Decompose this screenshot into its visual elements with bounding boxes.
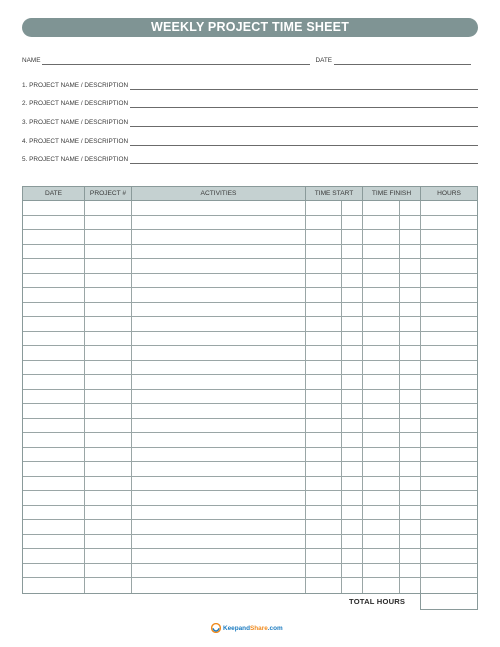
time-start-cell[interactable] <box>306 506 342 520</box>
column-header-time-start: TIME START <box>306 187 363 200</box>
time-start-cell[interactable] <box>306 491 342 505</box>
project-cell[interactable] <box>85 477 132 491</box>
project-cell[interactable] <box>85 259 132 273</box>
time-finish-minutes-cell[interactable] <box>400 564 421 578</box>
time-start-minutes-cell[interactable] <box>342 230 363 244</box>
time-start-cell[interactable] <box>306 462 342 476</box>
project-cell[interactable] <box>85 535 132 549</box>
project-cell[interactable] <box>85 404 132 418</box>
project-row <box>22 117 478 127</box>
activities-cell[interactable] <box>132 520 306 534</box>
time-finish-minutes-cell[interactable] <box>400 361 421 375</box>
activities-cell[interactable] <box>132 549 306 563</box>
activities-cell[interactable] <box>132 375 306 389</box>
project-field[interactable] <box>130 157 478 164</box>
time-start-cell[interactable] <box>306 317 342 331</box>
time-start-minutes-cell[interactable] <box>342 477 363 491</box>
time-start-cell[interactable] <box>306 230 342 244</box>
table-row <box>23 230 477 245</box>
project-label: 3. PROJECT NAME / DESCRIPTION <box>22 119 129 126</box>
time-finish-minutes-cell[interactable] <box>400 404 421 418</box>
project-cell[interactable] <box>85 245 132 259</box>
project-cell[interactable] <box>85 433 132 447</box>
time-start-minutes-cell[interactable] <box>342 462 363 476</box>
table-row <box>23 375 477 390</box>
time-finish-cell[interactable] <box>363 564 400 578</box>
time-finish-minutes-cell[interactable] <box>400 535 421 549</box>
time-finish-cell[interactable] <box>363 288 400 302</box>
date-cell[interactable] <box>23 230 85 244</box>
hours-cell[interactable] <box>421 404 477 418</box>
date-cell[interactable] <box>23 448 85 462</box>
project-row <box>22 154 478 164</box>
name-date-row <box>22 55 471 65</box>
table-row <box>23 317 477 332</box>
time-finish-minutes-cell[interactable] <box>400 317 421 331</box>
time-finish-minutes-cell[interactable] <box>400 245 421 259</box>
date-cell[interactable] <box>23 404 85 418</box>
time-start-minutes-cell[interactable] <box>342 564 363 578</box>
date-cell[interactable] <box>23 564 85 578</box>
time-finish-cell[interactable] <box>363 274 400 288</box>
project-cell[interactable] <box>85 564 132 578</box>
activities-cell[interactable] <box>132 245 306 259</box>
date-cell[interactable] <box>23 317 85 331</box>
time-start-cell[interactable] <box>306 346 342 360</box>
time-finish-cell[interactable] <box>363 361 400 375</box>
hours-cell[interactable] <box>421 419 477 433</box>
time-finish-minutes-cell[interactable] <box>400 433 421 447</box>
time-start-cell[interactable] <box>306 216 342 230</box>
hours-cell[interactable] <box>421 448 477 462</box>
table-row <box>23 361 477 376</box>
time-finish-cell[interactable] <box>363 201 400 215</box>
time-start-minutes-cell[interactable] <box>342 506 363 520</box>
date-cell[interactable] <box>23 477 85 491</box>
project-cell[interactable] <box>85 332 132 346</box>
date-cell[interactable] <box>23 433 85 447</box>
project-field[interactable] <box>130 120 478 127</box>
time-start-cell[interactable] <box>306 433 342 447</box>
project-cell[interactable] <box>85 491 132 505</box>
hours-cell[interactable] <box>421 477 477 491</box>
hours-cell[interactable] <box>421 259 477 273</box>
time-start-cell[interactable] <box>306 303 342 317</box>
time-finish-minutes-cell[interactable] <box>400 201 421 215</box>
time-start-minutes-cell[interactable] <box>342 448 363 462</box>
activities-cell[interactable] <box>132 578 306 593</box>
activities-cell[interactable] <box>132 288 306 302</box>
hours-cell[interactable] <box>421 245 477 259</box>
date-cell[interactable] <box>23 361 85 375</box>
activities-cell[interactable] <box>132 390 306 404</box>
time-finish-cell[interactable] <box>363 404 400 418</box>
time-start-cell[interactable] <box>306 274 342 288</box>
hours-cell[interactable] <box>421 520 477 534</box>
project-cell[interactable] <box>85 549 132 563</box>
hours-cell[interactable] <box>421 375 477 389</box>
table-row <box>23 216 477 231</box>
project-cell[interactable] <box>85 216 132 230</box>
project-row <box>22 136 478 146</box>
hours-cell[interactable] <box>421 216 477 230</box>
time-start-cell[interactable] <box>306 564 342 578</box>
project-field[interactable] <box>130 101 478 108</box>
table-row <box>23 390 477 405</box>
name-label: NAME <box>22 57 41 64</box>
table-row <box>23 332 477 347</box>
date-cell[interactable] <box>23 288 85 302</box>
table-row <box>23 462 477 477</box>
date-field[interactable] <box>334 58 471 65</box>
time-start-cell[interactable] <box>306 404 342 418</box>
date-cell[interactable] <box>23 491 85 505</box>
table-row <box>23 520 477 535</box>
time-finish-cell[interactable] <box>363 346 400 360</box>
time-finish-cell[interactable] <box>363 230 400 244</box>
project-cell[interactable] <box>85 578 132 593</box>
project-cell[interactable] <box>85 520 132 534</box>
project-cell[interactable] <box>85 346 132 360</box>
date-cell[interactable] <box>23 375 85 389</box>
time-finish-minutes-cell[interactable] <box>400 506 421 520</box>
project-row <box>22 80 478 90</box>
time-finish-minutes-cell[interactable] <box>400 520 421 534</box>
time-start-minutes-cell[interactable] <box>342 578 363 593</box>
table-row <box>23 491 477 506</box>
column-header-activities: ACTIVITIES <box>132 187 306 200</box>
time-start-cell[interactable] <box>306 578 342 593</box>
table-row <box>23 274 477 289</box>
time-finish-cell[interactable] <box>363 578 400 593</box>
activities-cell[interactable] <box>132 506 306 520</box>
time-finish-cell[interactable] <box>363 433 400 447</box>
hours-cell[interactable] <box>421 361 477 375</box>
project-cell[interactable] <box>85 274 132 288</box>
hours-cell[interactable] <box>421 564 477 578</box>
project-field[interactable] <box>130 83 478 90</box>
time-finish-minutes-cell[interactable] <box>400 288 421 302</box>
hours-cell[interactable] <box>421 491 477 505</box>
activities-cell[interactable] <box>132 201 306 215</box>
time-start-cell[interactable] <box>306 520 342 534</box>
table-row <box>23 448 477 463</box>
project-cell[interactable] <box>85 462 132 476</box>
date-cell[interactable] <box>23 332 85 346</box>
date-cell[interactable] <box>23 520 85 534</box>
time-finish-cell[interactable] <box>363 491 400 505</box>
date-cell[interactable] <box>23 462 85 476</box>
table-row <box>23 535 477 550</box>
time-start-cell[interactable] <box>306 477 342 491</box>
project-label: 1. PROJECT NAME / DESCRIPTION <box>22 82 129 89</box>
time-finish-cell[interactable] <box>363 448 400 462</box>
hours-cell[interactable] <box>421 549 477 563</box>
time-finish-cell[interactable] <box>363 216 400 230</box>
table-row <box>23 303 477 318</box>
time-finish-minutes-cell[interactable] <box>400 462 421 476</box>
time-start-cell[interactable] <box>306 549 342 563</box>
time-finish-minutes-cell[interactable] <box>400 477 421 491</box>
time-finish-cell[interactable] <box>363 462 400 476</box>
time-finish-minutes-cell[interactable] <box>400 578 421 593</box>
time-finish-minutes-cell[interactable] <box>400 230 421 244</box>
hours-cell[interactable] <box>421 462 477 476</box>
time-start-minutes-cell[interactable] <box>342 216 363 230</box>
time-finish-minutes-cell[interactable] <box>400 419 421 433</box>
project-cell[interactable] <box>85 361 132 375</box>
time-start-minutes-cell[interactable] <box>342 346 363 360</box>
hours-cell[interactable] <box>421 274 477 288</box>
time-start-minutes-cell[interactable] <box>342 375 363 389</box>
time-start-cell[interactable] <box>306 448 342 462</box>
activities-cell[interactable] <box>132 230 306 244</box>
table-row <box>23 259 477 274</box>
project-row <box>22 98 478 108</box>
table-row <box>23 346 477 361</box>
activities-cell[interactable] <box>132 361 306 375</box>
date-cell[interactable] <box>23 259 85 273</box>
time-start-minutes-cell[interactable] <box>342 332 363 346</box>
total-hours-field[interactable] <box>420 590 478 610</box>
time-finish-minutes-cell[interactable] <box>400 274 421 288</box>
project-cell[interactable] <box>85 303 132 317</box>
project-cell[interactable] <box>85 448 132 462</box>
time-finish-minutes-cell[interactable] <box>400 375 421 389</box>
time-start-cell[interactable] <box>306 332 342 346</box>
time-finish-cell[interactable] <box>363 375 400 389</box>
table-header <box>23 187 477 201</box>
time-start-cell[interactable] <box>306 201 342 215</box>
time-start-cell[interactable] <box>306 259 342 273</box>
activities-cell[interactable] <box>132 491 306 505</box>
time-table <box>22 186 478 594</box>
hours-cell[interactable] <box>421 288 477 302</box>
project-cell[interactable] <box>85 506 132 520</box>
activities-cell[interactable] <box>132 317 306 331</box>
time-finish-cell[interactable] <box>363 506 400 520</box>
activities-cell[interactable] <box>132 259 306 273</box>
time-finish-minutes-cell[interactable] <box>400 491 421 505</box>
time-finish-cell[interactable] <box>363 520 400 534</box>
time-finish-minutes-cell[interactable] <box>400 216 421 230</box>
project-cell[interactable] <box>85 201 132 215</box>
activities-cell[interactable] <box>132 404 306 418</box>
date-cell[interactable] <box>23 506 85 520</box>
time-finish-cell[interactable] <box>363 390 400 404</box>
date-cell[interactable] <box>23 274 85 288</box>
total-hours-label: TOTAL HOURS <box>349 597 406 606</box>
table-row <box>23 288 477 303</box>
time-start-cell[interactable] <box>306 245 342 259</box>
table-row <box>23 201 477 216</box>
date-cell[interactable] <box>23 346 85 360</box>
column-header-project: PROJECT # <box>85 187 132 200</box>
time-start-cell[interactable] <box>306 390 342 404</box>
table-row <box>23 419 477 434</box>
table-row <box>23 578 477 593</box>
hours-cell[interactable] <box>421 201 477 215</box>
time-start-cell[interactable] <box>306 288 342 302</box>
activities-cell[interactable] <box>132 332 306 346</box>
time-finish-minutes-cell[interactable] <box>400 303 421 317</box>
time-finish-cell[interactable] <box>363 303 400 317</box>
time-finish-minutes-cell[interactable] <box>400 549 421 563</box>
time-start-minutes-cell[interactable] <box>342 274 363 288</box>
activities-cell[interactable] <box>132 346 306 360</box>
project-cell[interactable] <box>85 230 132 244</box>
table-body <box>23 201 477 593</box>
time-finish-cell[interactable] <box>363 332 400 346</box>
time-start-minutes-cell[interactable] <box>342 535 363 549</box>
date-cell[interactable] <box>23 535 85 549</box>
time-finish-cell[interactable] <box>363 317 400 331</box>
time-start-minutes-cell[interactable] <box>342 303 363 317</box>
time-start-cell[interactable] <box>306 535 342 549</box>
hours-cell[interactable] <box>421 506 477 520</box>
time-start-minutes-cell[interactable] <box>342 491 363 505</box>
time-start-cell[interactable] <box>306 419 342 433</box>
date-cell[interactable] <box>23 303 85 317</box>
time-start-minutes-cell[interactable] <box>342 404 363 418</box>
time-start-minutes-cell[interactable] <box>342 520 363 534</box>
time-start-minutes-cell[interactable] <box>342 317 363 331</box>
keepandshare-logo <box>211 623 283 633</box>
project-label: 2. PROJECT NAME / DESCRIPTION <box>22 100 129 107</box>
activities-cell[interactable] <box>132 477 306 491</box>
time-finish-cell[interactable] <box>363 419 400 433</box>
date-cell[interactable] <box>23 419 85 433</box>
activities-cell[interactable] <box>132 564 306 578</box>
time-start-cell[interactable] <box>306 375 342 389</box>
time-start-minutes-cell[interactable] <box>342 259 363 273</box>
time-start-minutes-cell[interactable] <box>342 433 363 447</box>
hours-cell[interactable] <box>421 390 477 404</box>
page-title: WEEKLY PROJECT TIME SHEET <box>22 18 478 37</box>
activities-cell[interactable] <box>132 462 306 476</box>
table-row <box>23 477 477 492</box>
date-cell[interactable] <box>23 390 85 404</box>
hours-cell[interactable] <box>421 317 477 331</box>
time-finish-minutes-cell[interactable] <box>400 259 421 273</box>
activities-cell[interactable] <box>132 303 306 317</box>
logo-text: KeepandShare.com <box>223 624 283 632</box>
time-finish-minutes-cell[interactable] <box>400 390 421 404</box>
hours-cell[interactable] <box>421 346 477 360</box>
hours-cell[interactable] <box>421 535 477 549</box>
date-cell[interactable] <box>23 245 85 259</box>
activities-cell[interactable] <box>132 274 306 288</box>
column-header-hours: HOURS <box>437 190 461 197</box>
time-start-minutes-cell[interactable] <box>342 419 363 433</box>
logo-icon <box>211 623 221 633</box>
time-start-minutes-cell[interactable] <box>342 390 363 404</box>
project-label: 4. PROJECT NAME / DESCRIPTION <box>22 138 129 145</box>
table-row <box>23 506 477 521</box>
table-row <box>23 549 477 564</box>
table-row <box>23 245 477 260</box>
date-label: DATE <box>315 57 333 64</box>
table-row <box>23 404 477 419</box>
activities-cell[interactable] <box>132 535 306 549</box>
time-start-minutes-cell[interactable] <box>342 361 363 375</box>
date-cell[interactable] <box>23 216 85 230</box>
project-label: 5. PROJECT NAME / DESCRIPTION <box>22 156 129 163</box>
project-cell[interactable] <box>85 288 132 302</box>
date-cell[interactable] <box>23 578 85 593</box>
time-finish-cell[interactable] <box>363 535 400 549</box>
project-cell[interactable] <box>85 390 132 404</box>
table-row <box>23 433 477 448</box>
activities-cell[interactable] <box>132 433 306 447</box>
time-finish-cell[interactable] <box>363 259 400 273</box>
activities-cell[interactable] <box>132 216 306 230</box>
time-start-cell[interactable] <box>306 361 342 375</box>
time-finish-minutes-cell[interactable] <box>400 448 421 462</box>
project-cell[interactable] <box>85 419 132 433</box>
activities-cell[interactable] <box>132 419 306 433</box>
activities-cell[interactable] <box>132 448 306 462</box>
project-cell[interactable] <box>85 375 132 389</box>
time-start-minutes-cell[interactable] <box>342 201 363 215</box>
project-field[interactable] <box>130 139 478 146</box>
hours-cell[interactable] <box>421 303 477 317</box>
time-finish-minutes-cell[interactable] <box>400 346 421 360</box>
date-cell[interactable] <box>23 549 85 563</box>
column-header-time-finish: TIME FINISH <box>363 187 421 200</box>
hours-cell[interactable] <box>421 433 477 447</box>
name-field[interactable] <box>42 58 310 65</box>
time-start-minutes-cell[interactable] <box>342 549 363 563</box>
table-row <box>23 564 477 579</box>
date-cell[interactable] <box>23 201 85 215</box>
project-cell[interactable] <box>85 317 132 331</box>
time-start-minutes-cell[interactable] <box>342 245 363 259</box>
time-finish-cell[interactable] <box>363 245 400 259</box>
column-header-date: DATE <box>23 187 85 200</box>
time-start-minutes-cell[interactable] <box>342 288 363 302</box>
hours-cell[interactable] <box>421 332 477 346</box>
time-finish-cell[interactable] <box>363 549 400 563</box>
time-finish-minutes-cell[interactable] <box>400 332 421 346</box>
hours-cell[interactable] <box>421 230 477 244</box>
time-finish-cell[interactable] <box>363 477 400 491</box>
